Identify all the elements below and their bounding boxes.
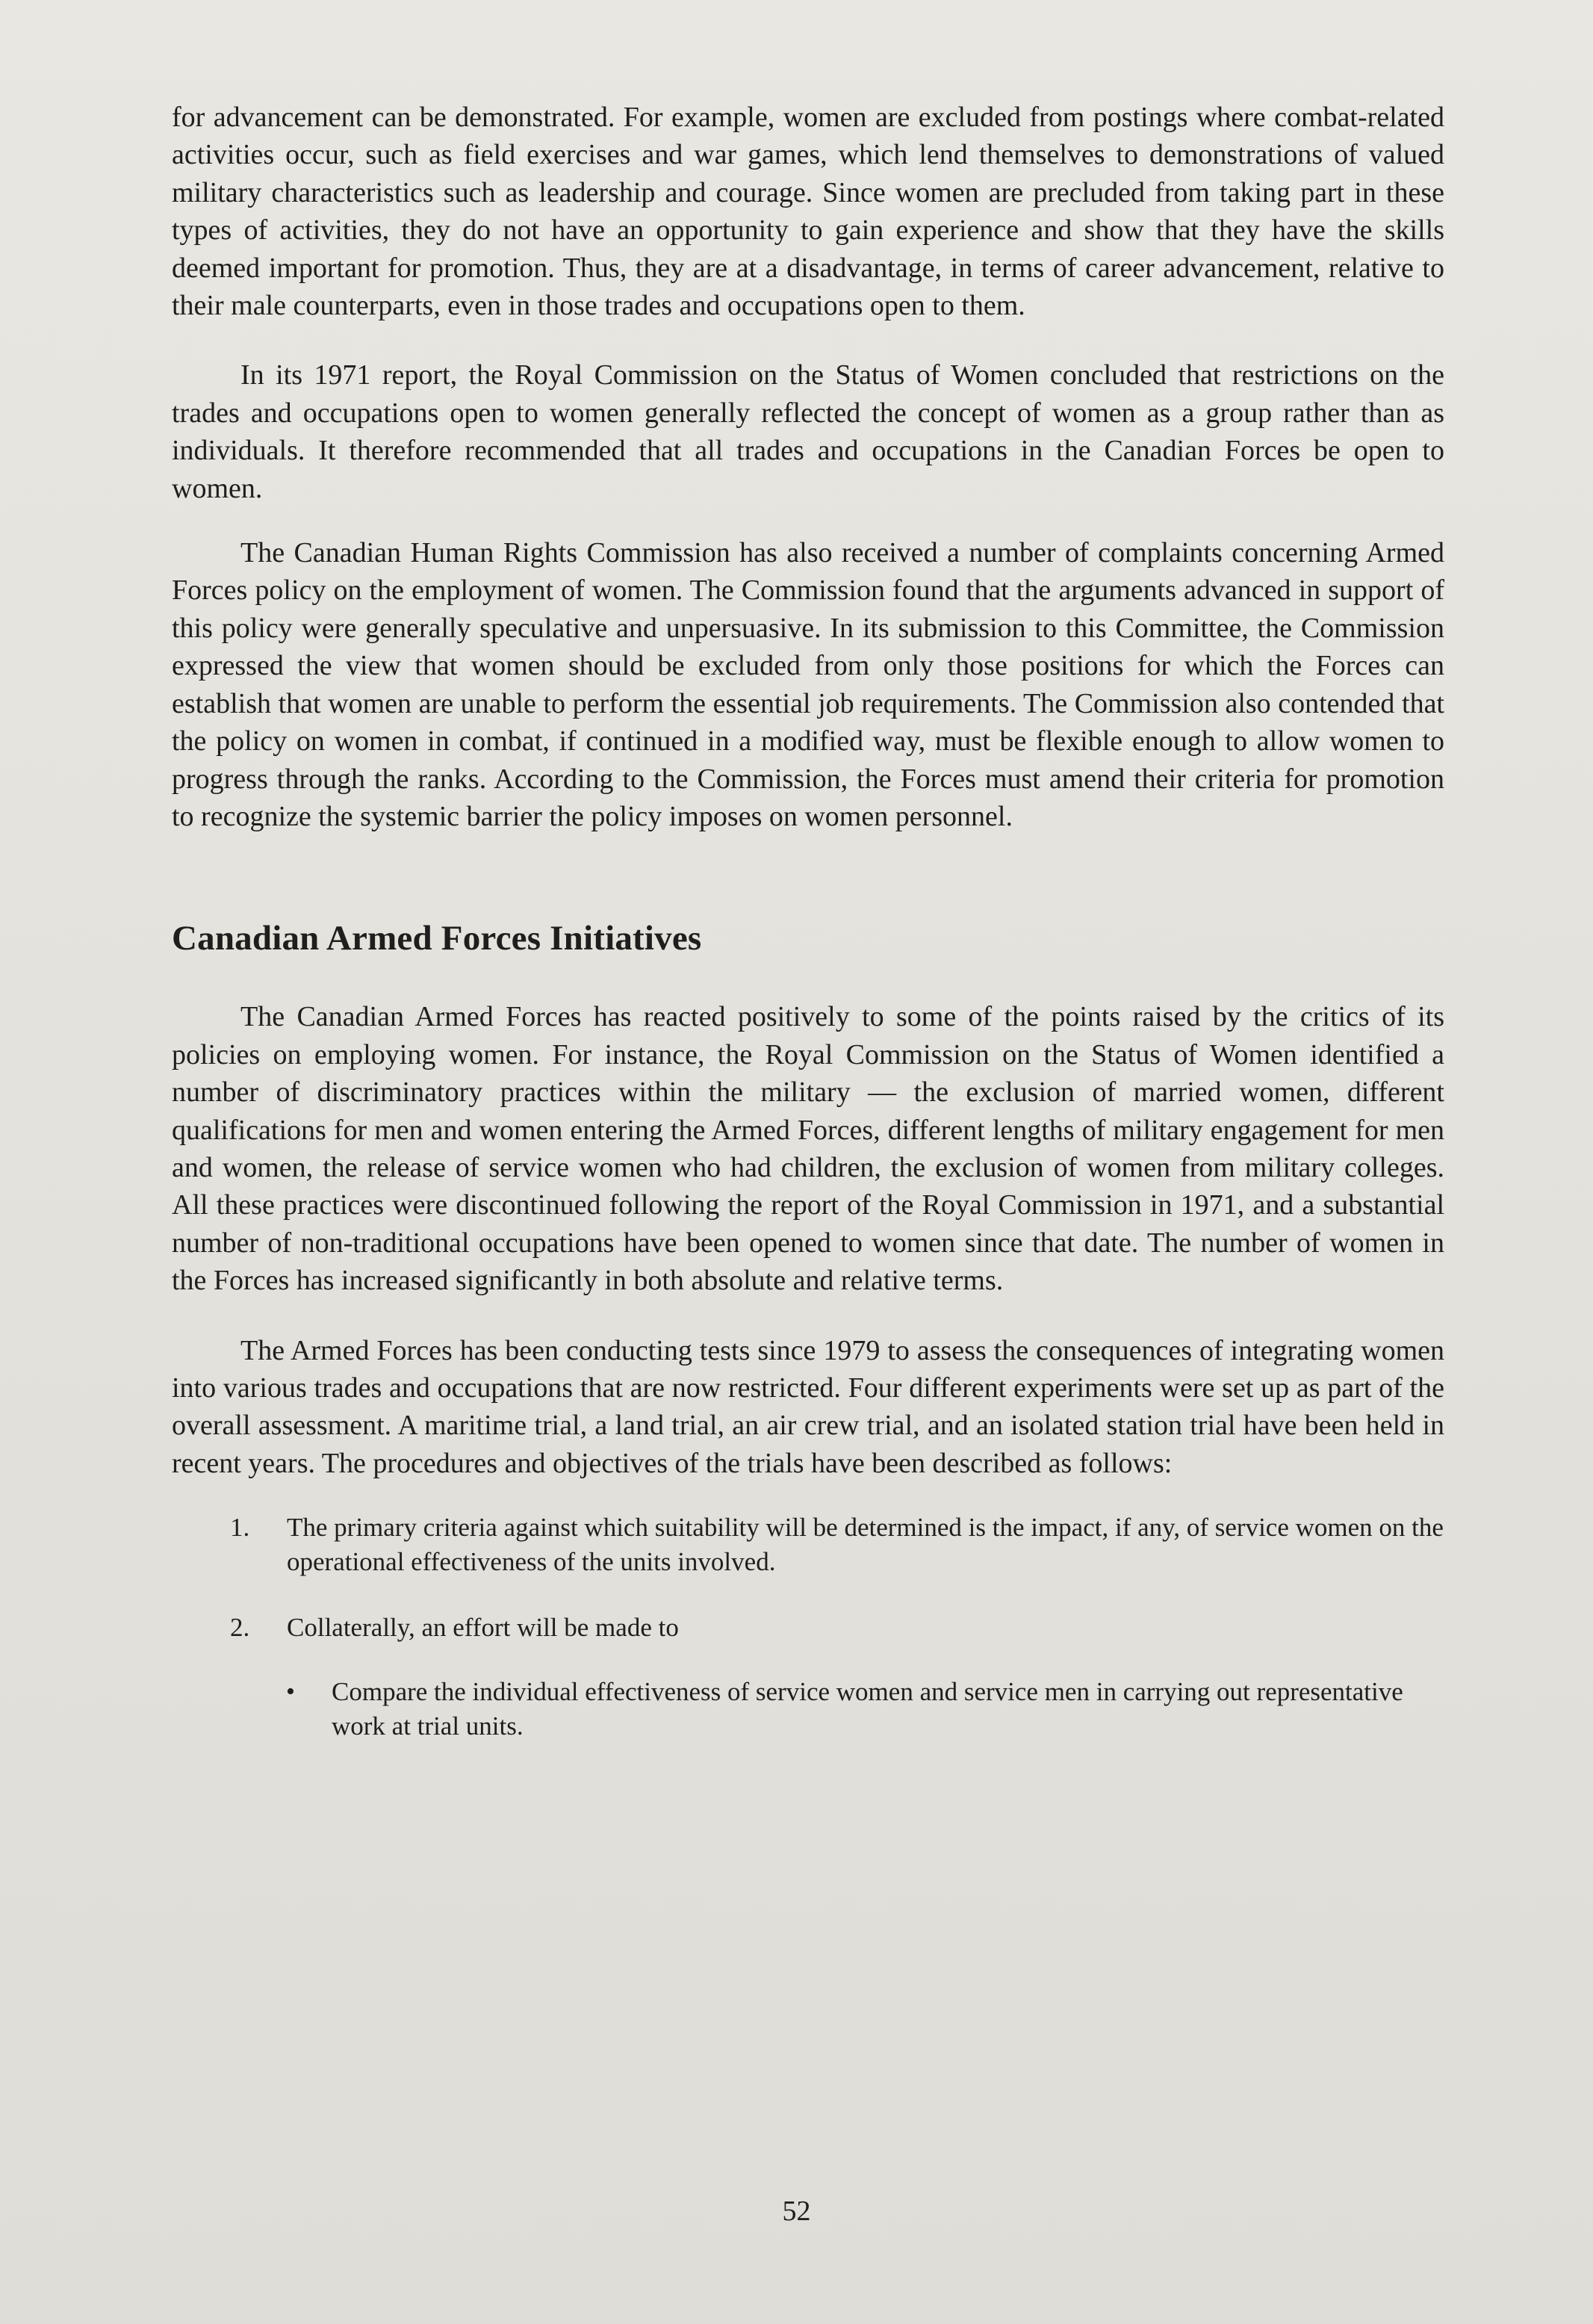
bullet-item-text: Compare the individual effectiveness of service women and service men in carrying out representative work at trial units. <box>332 1677 1403 1741</box>
list-item-text: The primary criteria against which suitability will be determined is the impact, if any, of service women on the operational effectiveness of the units involved. <box>287 1513 1444 1577</box>
paragraph-trials: The Armed Forces has been conducting tests since 1979 to assess the consequences of integrating women into various trades and occupations that are now restricted. Four different experiments were set up as part of the overall assessment. A maritime trial, a land trial, an air crew trial, and an isolated station trial have been held in recent years. The procedures and objectives of the trials have been described as follows: <box>172 1334 1444 1479</box>
paragraph-forces-reaction: The Canadian Armed Forces has reacted positively to some of the points raised by the critics of its policies on employing women. For instance, the Royal Commission on the Status of Women identified a number of discriminatory practices within the military — the exclusion of married women, different qualifications for men and women entering the Armed Forces, different lengths of military engagement for men and women, the release of service women who had children, the exclusion of women from military colleges. All these practices were discontinued following the report of the Royal Commission in 1971, and a substantial number of non-traditional occupations have been opened to women since that date. The number of women in the Forces has increased significantly in both absolute and relative terms. <box>172 1001 1444 1297</box>
list-item <box>172 1611 1444 1645</box>
paragraph-human-rights-commission: The Canadian Human Rights Commission has also received a number of complaints concerning Armed Forces policy on the employment of women. The Commission found that the arguments advanced in support of this policy were generally speculative and unpersuasive. In its submission to this Committee, the Commission expressed the view that women should be excluded from only those positions for which the Forces can establish that women are unable to perform the essential job requirements. The Commission also contended that the policy on women in combat, if continued in a modified way, must be flexible enough to allow women to progress through the ranks. According to the Commission, the Forces must amend their criteria for promotion to recognize the systemic barrier the policy imposes on women personnel. <box>172 537 1444 832</box>
list-item-text: Collaterally, an effort will be made to <box>287 1613 679 1643</box>
list-item-number: 2. <box>230 1613 250 1643</box>
paragraph-continuation: for advancement can be demonstrated. For example, women are excluded from postings where combat-related activities occur, such as field exercises and war games, which lend themselves to demonstrations of valued military characteristics such as leadership and courage. Since women are precluded from taking part in these types of activities, they do not have an opportunity to gain experience and show that they have the skills deemed important for promotion. Thus, they are at a disadvantage, in terms of career advancement, relative to their male counterparts, even in those trades and occupations open to them. <box>172 102 1444 322</box>
trial-criteria-list <box>172 1510 1444 1645</box>
page-number: 52 <box>782 2196 811 2227</box>
page-body <box>172 99 1444 1744</box>
section-heading: Canadian Armed Forces Initiatives <box>172 919 702 958</box>
bullet-icon: • <box>286 1678 295 1706</box>
paragraph-royal-commission: In its 1971 report, the Royal Commission on the Status of Women concluded that restrictions on the trades and occupations open to women generally reflected the concept of women as a group rather than as individuals. It therefore recommended that all trades and occupations in the Canadian Forces be open to women. <box>172 359 1444 504</box>
list-item-number: 1. <box>230 1513 250 1543</box>
list-item <box>172 1510 1444 1579</box>
bullet-item <box>172 1675 1444 1744</box>
